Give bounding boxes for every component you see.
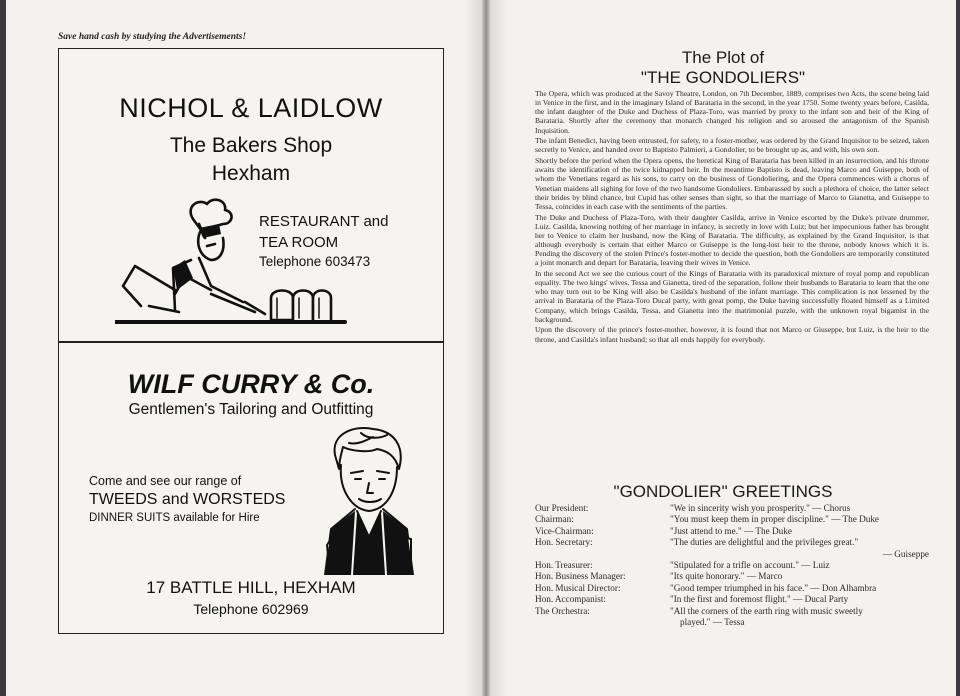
greeting-attribution: — Guiseppe — [882, 548, 929, 559]
plot-paragraph: The Opera, which was produced at the Savoy Theatre, London, on 7th December, 1889, comprises two Acts, the scene being laid in Venice in the first, and in the imaginary Island of Barataria in the second, in the year 1750. Some twenty years before, Casilda, the infant daughter of the Duke and Duchess of Plaza-Toro, was married by proxy to the infant son and heir of the King of Barataria. Shortly after the ceremony that monarch changed his religion and so aroused the antagonism of the Spanish Inquisition. — [535, 89, 929, 135]
plot-text — [535, 89, 929, 345]
baker-illustration — [115, 194, 355, 329]
greeting-quote — [670, 537, 931, 560]
advert-shop-name: NICHOL & LAIDLOW — [119, 93, 383, 123]
advert-shop-town: Hexham — [211, 162, 291, 185]
greeting-quote — [670, 606, 931, 629]
restaurant-line-1: RESTAURANT and — [259, 213, 389, 230]
book-gutter — [482, 0, 490, 696]
advert-address: 17 BATTLE HILL, HEXHAM — [146, 578, 356, 597]
greeting-quote: "Its quite honorary." — Marco — [670, 571, 783, 582]
advert-dinner-suits: DINNER SUITS available for Hire — [89, 512, 260, 524]
greeting-role: Chairman: — [535, 514, 574, 525]
advert-banner: Save hand cash by studying the Advertisements! — [58, 32, 247, 42]
plot-paragraph: Shortly before the period when the Opera opens, the heretical King of Barataria has been killed in an insurrection, and his throne awaits the identification of the twice kidnapped heir. In the meantime Baptisto is dead, leaving Marco and Guiseppe, both of whom the Venetians regard as his sons, to carry on the business of Gondoliering, and the Opera commences with a chorus of Venetian maidens all sighing for love of the two handsome Gondoliers. Embarassed by such a plethora of choice, the latter select their brides by blind chance, but Cupid has other senses than sight, so that the marriage of Marco to Gianetta, and Guiseppe to Tessa, coincides in each case with the sentiments of the parties. — [535, 156, 929, 211]
greeting-row — [535, 503, 931, 514]
greeting-quote: "Just attend to me." — The Duke — [670, 525, 792, 536]
greeting-quote-text: "All the corners of the earth ring with music sweetly — [670, 605, 863, 616]
greetings-title: "GONDOLIER" GREETINGS — [613, 482, 833, 501]
greeting-row — [535, 560, 931, 571]
greeting-role: Our President: — [535, 503, 589, 513]
greeting-quote: "You must keep them in proper discipline." — The Duke — [670, 514, 880, 525]
greeting-quote-text: "The duties are delightful and the privileges great." — [670, 537, 859, 548]
right-page — [490, 0, 956, 696]
tailor-illustration — [321, 425, 416, 575]
greeting-role: Hon. Treasurer: — [535, 560, 593, 571]
advert-shop-type: The Bakers Shop — [169, 134, 333, 157]
plot-paragraph: Upon the discovery of the prince's foster-mother, however, it is found that not Marco or Giuseppe, but Luiz, is the heir to the throne, and Casilda's infant husband; so that all ends happily for everybody. — [535, 325, 929, 344]
greeting-quote: "We in sincerity wish you prosperity." — Chorus — [670, 503, 851, 513]
greeting-row — [535, 594, 931, 605]
advert-tweeds: TWEEDS and WORSTEDS — [89, 491, 286, 508]
greeting-role: Vice-Chairman: — [535, 525, 594, 536]
greeting-row — [535, 583, 931, 594]
advert-telephone: Telephone 602969 — [193, 601, 309, 617]
greeting-row — [535, 514, 931, 525]
greeting-role: Hon. Musical Director: — [535, 582, 621, 593]
greeting-role: Hon. Accompanist: — [535, 594, 606, 605]
advert-shop-name: WILF CURRY & Co. — [127, 369, 375, 399]
greeting-row — [535, 606, 931, 629]
greeting-role: Hon. Secretary: — [535, 537, 593, 548]
wilf-curry-advert — [58, 342, 444, 634]
greeting-quote: "Good temper triumphed in his face." — Don Alhambra — [670, 582, 877, 593]
plot-paragraph: The Duke and Duchess of Plaza-Toro, with their daughter Casilda, arrive in Venice escorted by the Duke's private drummer, Luiz. Casilda, knowing nothing of her marriage in infancy, is secretly in love with Luiz; but her impecunious father has brought her to Venice to claim her husband, now the King of Barataria. The difficulty, as explained by the Grand Inquisitor, is that although everybody is certain that either Marco or Guiseppe is the long-lost heir to the throne, nobody knows which it is. Pending the discovery of the stolen Prince's foster-mother to decide the question, both the Gondoliers are temporarily constituted a joint monarch and depart for Barataria, leaving their wives in Venice. — [535, 212, 929, 268]
greeting-row — [535, 571, 931, 582]
greeting-quote: "In the first and foremost flight." — Ducal Party — [670, 594, 849, 605]
greeting-role: Hon. Business Manager: — [535, 571, 626, 582]
greeting-quote: "Stipulated for a trifle on account." — Luiz — [670, 560, 830, 571]
plot-subtitle: "THE GONDOLIERS" — [640, 68, 806, 87]
left-page — [6, 0, 482, 696]
greetings-list — [535, 503, 931, 628]
plot-paragraph: The infant Benedict, having been entrusted, for safety, to a foster-mother, was ordered by the Grand Inquisitor to be seized, taken secretly to Venice, and handed over to Baptisto Palmieri, a Gondolier, to be brought up as, and with, his own son. — [535, 136, 929, 155]
advert-telephone: Telephone 603473 — [259, 254, 371, 269]
advert-invite: Come and see our range of — [89, 474, 242, 488]
plot-title: The Plot of — [681, 48, 765, 67]
greeting-attribution: played." — Tessa — [680, 617, 745, 628]
greeting-role: The Orchestra: — [535, 605, 590, 616]
restaurant-line-2: TEA ROOM — [259, 234, 339, 251]
plot-paragraph: In the second Act we see the curious court of the Kings of Barataria with its paradoxical mixture of royal pomp and republican equality. The two kings' wives, Tessa and Gianetta, tired of the separation, follow their husbands to Barataria to learn that the one who may turn out to be King will also be Casilda's husband of the infant marriage. This complication is not lessened by the arrival in Barataria of the Plaza-Toro Ducal party, with great pomp, the Duke having successfully floated himself as a Limited Company, which brings Casilda, Tessa, and Gianetta into the matrimonial puzzle, with the unknown royal bigamist in the background. — [535, 268, 929, 324]
advert-tagline: Gentlemen's Tailoring and Outfitting — [128, 401, 374, 418]
greeting-row — [535, 526, 931, 537]
greeting-row — [535, 537, 931, 560]
nichol-laidlow-advert — [58, 48, 444, 342]
